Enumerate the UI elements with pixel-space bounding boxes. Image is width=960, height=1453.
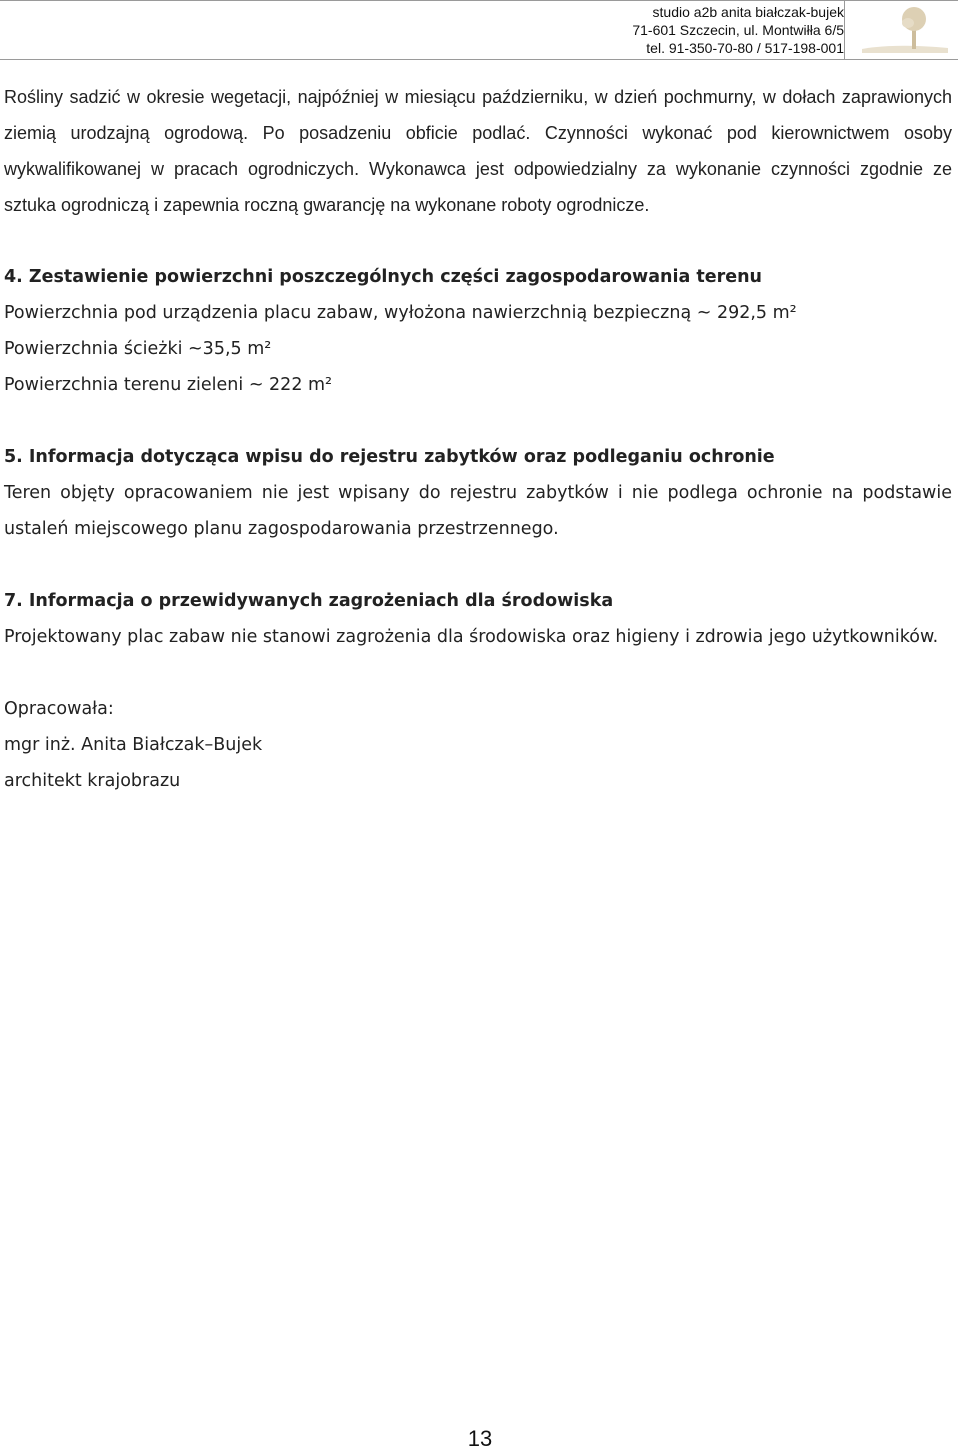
spacer	[4, 547, 952, 583]
spacer	[4, 655, 952, 691]
header-contact	[560, 3, 844, 57]
surface-playground: Powierzchnia pod urządzenia placu zabaw, wyłożona nawierzchnią bezpieczną ~ 292,5 m²	[4, 303, 797, 323]
planting-paragraph: Rośliny sadzić w okresie wegetacji, najpóźniej w miesiącu październiku, w dzień pochmurny, w dołach zaprawionych ziemią urodzajną ogrodową. Po posadzeniu obficie podlać. Czynności wykonać pod kierownictwem osoby wykwalifikowanej w pracach ogrodniczych. Wykonawca jest odpowiedzialny za wykonanie czynności zgodnie ze sztuka ogrodniczą i zapewnia roczną gwarancję na wykonane roboty ogrodnicze.	[4, 87, 952, 215]
section-7-text: Projektowany plac zabaw nie stanowi zagrożenia dla środowiska oraz higieny i zdrowia jego użytkowników.	[4, 627, 939, 647]
tree-logo-icon	[846, 3, 956, 57]
document-body	[4, 79, 952, 799]
header-company: studio a2b anita białczak-bujek	[652, 4, 844, 20]
section-5-text: Teren objęty opracowaniem nie jest wpisany do rejestru zabytków i nie podlega ochronie na podstawie ustaleń miejscowego planu zagospodarowania przestrzennego.	[4, 483, 952, 539]
page-number: 13	[467, 1426, 493, 1451]
signature-label: Opracowała:	[4, 699, 114, 719]
page-header	[0, 0, 958, 60]
surface-path: Powierzchnia ścieżki ~35,5 m²	[4, 339, 272, 359]
header-phone: tel. 91-350-70-80 / 517-198-001	[646, 40, 844, 56]
header-divider	[844, 1, 845, 59]
section-5-heading: 5. Informacja dotycząca wpisu do rejestru zabytków oraz podleganiu ochronie	[4, 447, 775, 467]
signature-title: architekt krajobrazu	[4, 771, 181, 791]
signature-name: mgr inż. Anita Białczak–Bujek	[4, 735, 263, 755]
spacer	[4, 223, 952, 259]
header-address: 71-601 Szczecin, ul. Montwiłła 6/5	[632, 22, 844, 38]
spacer	[4, 403, 952, 439]
section-7-heading: 7. Informacja o przewidywanych zagrożeniach dla środowiska	[4, 591, 614, 611]
section-4-heading: 4. Zestawienie powierzchni poszczególnych części zagospodarowania terenu	[4, 267, 763, 287]
surface-greenery: Powierzchnia terenu zieleni ~ 222 m²	[4, 375, 333, 395]
